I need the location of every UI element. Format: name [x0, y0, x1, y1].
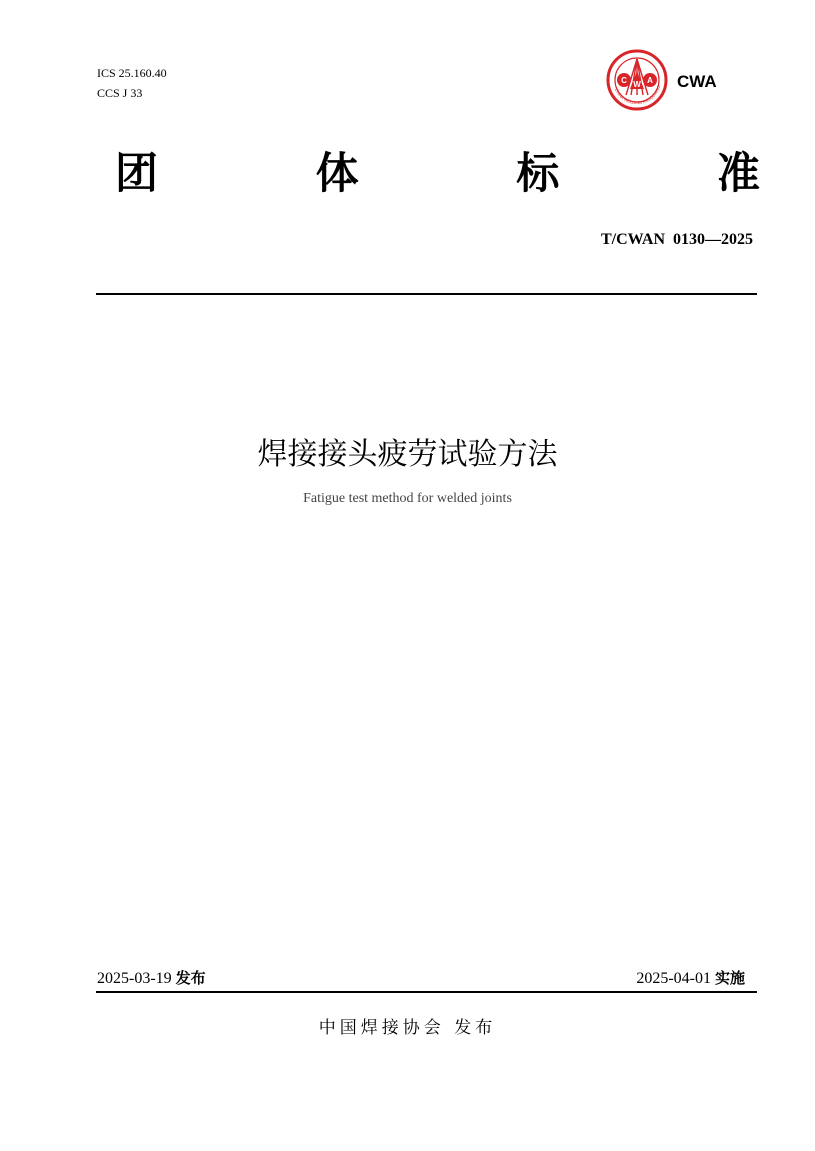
- effective-date: 2025-04-01: [636, 970, 711, 987]
- cwa-logo: [604, 47, 724, 113]
- ics-code: ICS 25.160.40: [97, 66, 167, 80]
- publisher-action: 发布: [454, 1018, 497, 1038]
- publisher-line: [0, 1013, 815, 1038]
- svg-text:W: W: [633, 80, 641, 89]
- effective-label: 实施: [714, 969, 745, 987]
- standard-type-char: 团: [115, 149, 158, 199]
- logo-ring-text: CHINA WELDING ASSOCIATIO: [613, 84, 662, 106]
- top-divider: [96, 293, 757, 295]
- ccs-code: CCS J 33: [97, 86, 143, 100]
- classification-codes: [97, 63, 167, 103]
- issue-date: 2025-03-19: [97, 970, 172, 987]
- standard-type-heading: [115, 146, 760, 202]
- standard-type-char: 体: [315, 149, 359, 199]
- standard-type-char: 准: [716, 149, 760, 199]
- publisher-name: 中国焊接协会: [318, 1018, 445, 1038]
- effective-date-block: [636, 967, 745, 988]
- bottom-divider: [96, 991, 757, 993]
- document-title: 焊接接头疲劳试验方法: [257, 437, 558, 472]
- standard-type-char: 标: [516, 149, 560, 199]
- logo-text: CWA: [677, 72, 717, 91]
- svg-text:A: A: [647, 76, 653, 85]
- cwa-emblem-icon: [604, 47, 674, 113]
- issue-date-block: [97, 967, 206, 988]
- document-subtitle-en: Fatigue test method for welded joints: [303, 491, 512, 506]
- issue-label: 发布: [175, 969, 206, 987]
- standard-number: T/CWAN 0130—2025: [600, 231, 753, 248]
- svg-text:C: C: [621, 76, 627, 85]
